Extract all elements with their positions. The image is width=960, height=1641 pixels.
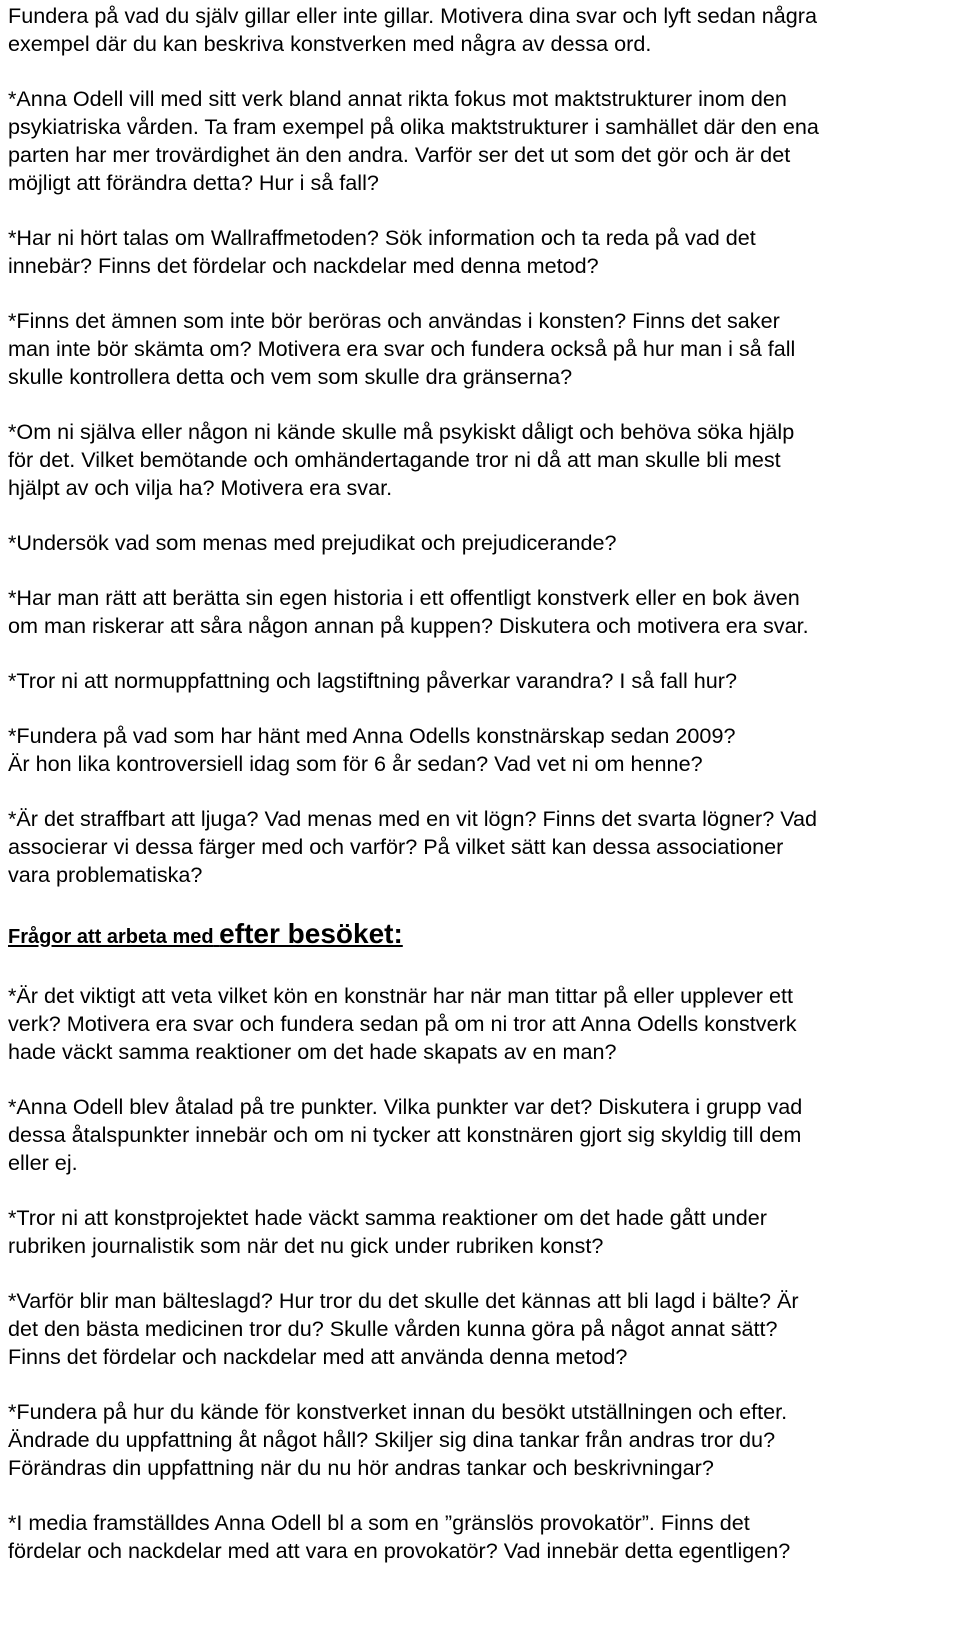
question-mental-health-help: *Om ni själva eller någon ni kände skulle må psykiskt dåligt och behöva söka hjälp för det. Vilket bemötande och omhändertagande tror ni då att man skulle bli mest hjälpt av och vilja ha? Motivera era svar.: [8, 419, 795, 500]
document-page: [8, 0, 948, 1565]
question-provocateur: *I media framställdes Anna Odell bl a som en ”gränslös provokatör”. Finns det fördelar och nackdelar med att vara en provokatör? Vad innebär detta egentligen?: [8, 1510, 791, 1563]
question-norms-and-law: *Tror ni att normuppfattning och lagstiftning påverkar varandra? I så fall hur?: [8, 668, 737, 693]
question-power-structures: *Anna Odell vill med sitt verk bland annat rikta fokus mot maktstrukturer inom den psykiatriska vården. Ta fram exempel på olika maktstrukturer i samhället där den ena parten har mer trovärdighet än den andra. Varför ser det ut som det gör och är det möjligt att förändra detta? Hur i så fall?: [8, 86, 819, 195]
heading-part-large: efter besöket:: [219, 918, 403, 949]
section-heading-after-visit: [8, 916, 948, 955]
question-charges: *Anna Odell blev åtalad på tre punkter. Vilka punkter var det? Diskutera i grupp vad dessa åtalspunkter innebär och om ni tycker att konstnären gjort sig skyldig till dem eller ej.: [8, 1094, 803, 1175]
question-forbidden-topics: *Finns det ämnen som inte bör beröras och användas i konsten? Finns det saker man inte bör skämta om? Motivera era svar och fundera också på hur man i så fall skulle kontrollera detta och vem som skulle dra gränserna?: [8, 308, 796, 389]
question-artistry-since-2009: *Fundera på vad som har hänt med Anna Odells konstnärskap sedan 2009? Är hon lika kontroversiell idag som för 6 år sedan? Vad vet ni om henne?: [8, 723, 736, 776]
question-before-and-after: *Fundera på hur du kände för konstverket innan du besökt utställningen och efter. Ändrade du uppfattning åt något håll? Skiljer sig dina tankar från andras tror du? Förändras din uppfattning när du nu hör andras tankar och beskrivningar?: [8, 1399, 788, 1480]
question-restraint-belt: *Varför blir man bälteslagd? Hur tror du det skulle det kännas att bli lagd i bälte? Är det den bästa medicinen tror du? Skulle vården kunna göra på något annat sätt? Finns det fördelar och nackdelar med att använda denna metod?: [8, 1288, 799, 1369]
question-wallraff-method: *Har ni hört talas om Wallraffmetoden? Sök information och ta reda på vad det innebär? Finns det fördelar och nackdelar med denna metod?: [8, 225, 756, 278]
heading-part-small: Frågor att arbeta med: [8, 926, 214, 948]
question-right-to-tell-story: *Har man rätt att berätta sin egen historia i ett offentligt konstverk eller en bok även om man riskerar att såra någon annan på kuppen? Diskutera och motivera era svar.: [8, 585, 809, 638]
paragraph-intro: Fundera på vad du själv gillar eller inte gillar. Motivera dina svar och lyft sedan några exempel där du kan beskriva konstverken med några av dessa ord.: [8, 3, 817, 56]
question-precedent: *Undersök vad som menas med prejudikat och prejudicerande?: [8, 530, 617, 555]
question-journalism-vs-art: *Tror ni att konstprojektet hade väckt samma reaktioner om det hade gått under rubriken journalistik som när det nu gick under rubriken konst?: [8, 1205, 767, 1258]
question-lying: *Är det straffbart att ljuga? Vad menas med en vit lögn? Finns det svarta lögner? Vad associerar vi dessa färger med och varför? På vilket sätt kan dessa associationer vara problematiska?: [8, 806, 818, 887]
question-artist-gender: *Är det viktigt att veta vilket kön en konstnär har när man tittar på eller upplever ett verk? Motivera era svar och fundera sedan på om ni tror att Anna Odells konstverk hade väckt samma reaktioner om det hade skapats av en man?: [8, 983, 797, 1064]
